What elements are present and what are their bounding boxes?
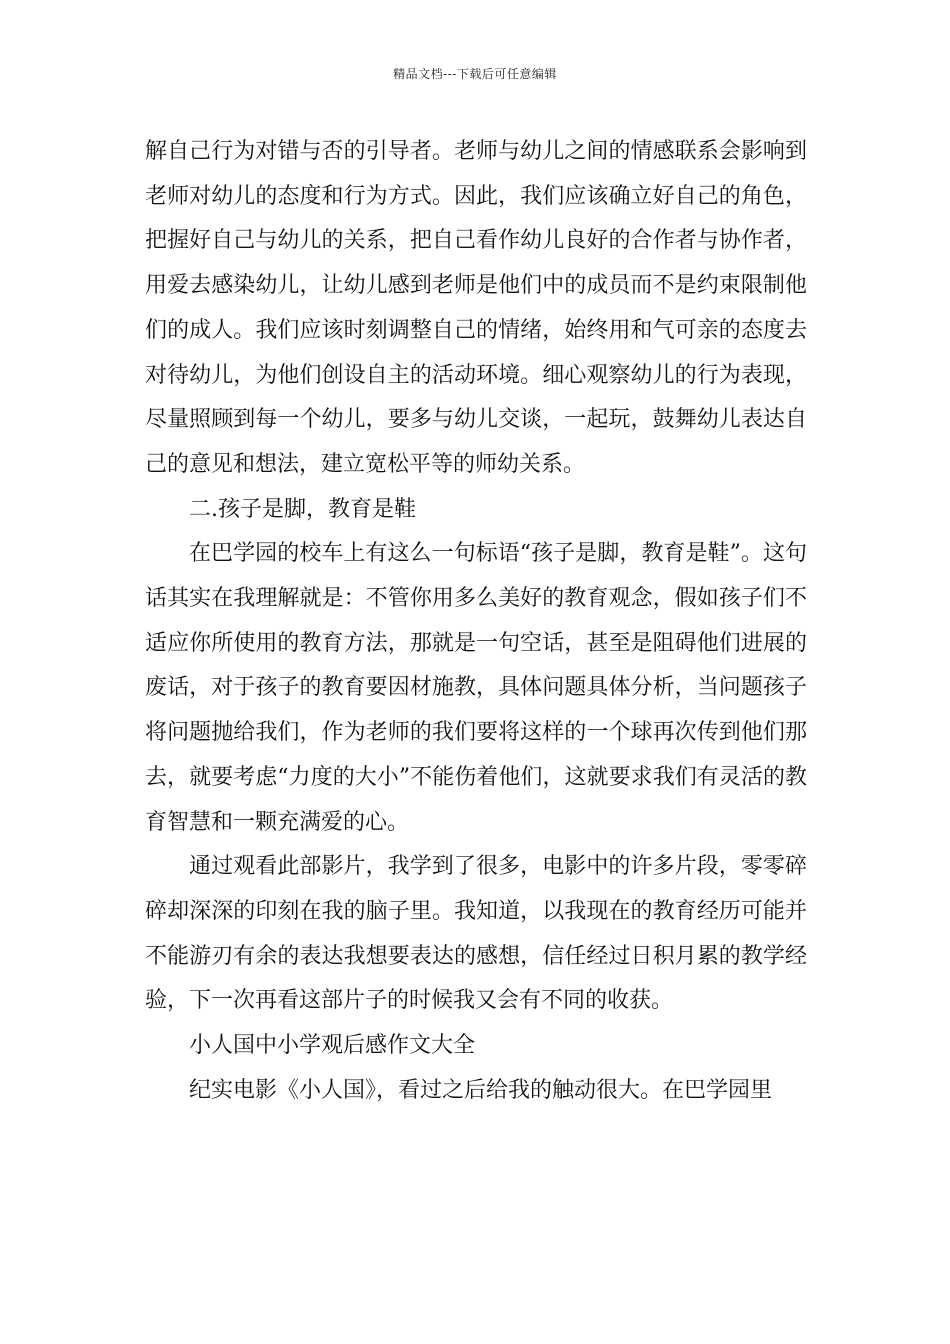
paragraph: 通过观看此部影片，我学到了很多，电影中的许多片段，零零碎碎却深深的印刻在我的脑子里。我知道，以我现在的教育经历可能并不能游刃有余的表达我想要表达的感想，信任经过日积月累的教学经验，下一次再看这部片子的时候我又会有不同的收获。: [145, 854, 807, 1014]
document-body: [145, 130, 807, 1113]
section-heading: 小人国中小学观后感作文大全: [189, 1033, 476, 1059]
section-heading: 二.孩子是脚，教育是鞋: [189, 496, 416, 522]
paragraph: 纪实电影《小人国》，看过之后给我的触动很大。在巴学园里: [189, 1077, 773, 1103]
paragraph: 在巴学园的校车上有这么一句标语“孩子是脚，教育是鞋”。这句话其实在我理解就是：不管你用多么美好的教育观念，假如孩子们不适应你所使用的教育方法，那就是一句空话，甚至是阻碍他们进展的废话，对于孩子的教育要因材施教，具体问题具体分析，当问题孩子将问题抛给我们，作为老师的我们要将这样的一个球再次传到他们那去，就要考虑“力度的大小”不能伤着他们，这就要求我们有灵活的教育智慧和一颗充满爱的心。: [145, 541, 807, 835]
page-header: 精品文档---下载后可任意编辑: [393, 67, 557, 81]
paragraph-continuation: 解自己行为对错与否的引导者。老师与幼儿之间的情感联系会影响到老师对幼儿的态度和行为方式。因此，我们应该确立好自己的角色，把握好自己与幼儿的关系，把自己看作幼儿良好的合作者与协作者，用爱去感染幼儿，让幼儿感到老师是他们中的成员而不是约束限制他们的成人。我们应该时刻调整自己的情绪，始终用和气可亲的态度去对待幼儿，为他们创设自主的活动环境。细心观察幼儿的行为表现，尽量照顾到每一个幼儿，要多与幼儿交谈，一起玩，鼓舞幼儿表达自己的意见和想法，建立宽松平等的师幼关系。: [145, 139, 807, 477]
